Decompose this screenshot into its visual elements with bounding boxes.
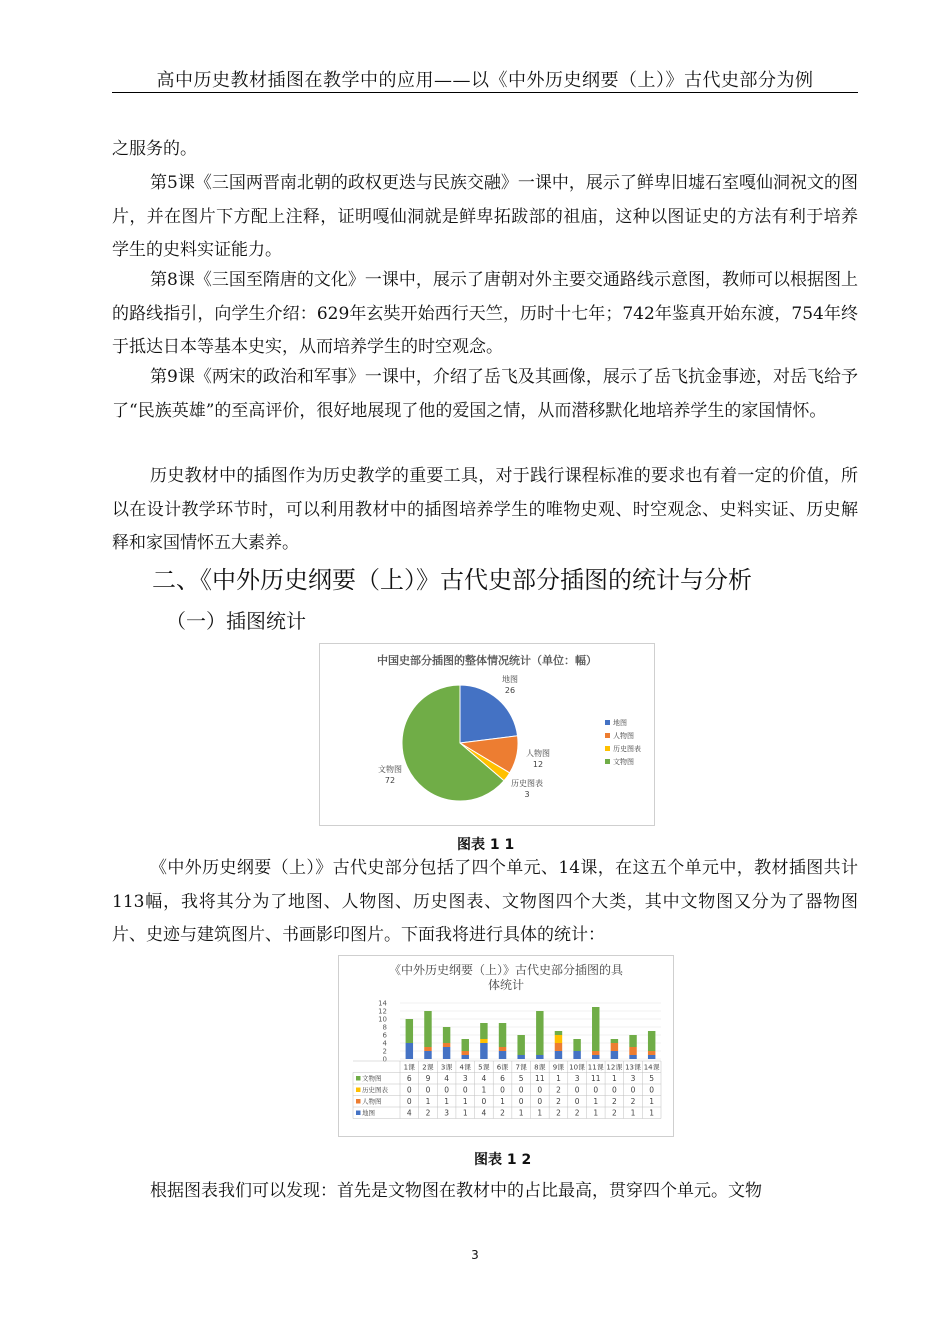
table-cell: 1	[425, 1097, 431, 1106]
bar-segment	[536, 1055, 543, 1059]
bar-segment	[480, 1043, 487, 1059]
bar-segment	[499, 1047, 506, 1051]
table-cell: 1	[462, 1097, 468, 1106]
table-cell: 0	[574, 1097, 580, 1106]
table-cell: 0	[406, 1085, 412, 1095]
bar-segment	[573, 1039, 580, 1051]
bar-segment	[555, 1031, 562, 1035]
table-cell: 3	[444, 1108, 449, 1118]
table-cell: 6	[500, 1074, 505, 1083]
bar-chart-title-line-1: 《中外历史纲要（上）》古代史部分插图的具	[388, 963, 624, 977]
table-cell: 2	[612, 1108, 617, 1118]
table-cell: 0	[462, 1085, 468, 1095]
bar-segment	[573, 1051, 580, 1059]
pie-legend-label: 历史图表	[613, 745, 641, 753]
table-legend-swatch	[356, 1088, 361, 1093]
bar-segment	[424, 1047, 431, 1051]
table-cell: 1	[593, 1108, 599, 1118]
table-cell: 0	[518, 1097, 524, 1106]
table-series-label: 历史图表	[362, 1086, 388, 1094]
table-cell: 1	[649, 1097, 655, 1106]
bar-segment	[406, 1019, 413, 1043]
bar-segment	[499, 1051, 506, 1059]
table-cell: 6	[406, 1074, 412, 1083]
table-cell: 1	[649, 1108, 655, 1118]
paragraph-4: 历史教材中的插图作为历史教学的重要工具，对于践行课程标准的要求也有着一定的价值，所以在设计教学环节时，可以利用教材中的插图培养学生的唯物史观、时空观念、史料实证、历史解释和家国情怀五大素养。	[112, 466, 858, 554]
bar-segment	[443, 1043, 450, 1047]
bar-segment	[555, 1035, 562, 1043]
pie-chart-frame	[319, 643, 655, 826]
bar-segment	[443, 1047, 450, 1059]
table-cell: 1	[612, 1074, 617, 1083]
pie-slice-value: 72	[384, 776, 396, 785]
bar-y-tick: 14	[378, 999, 387, 1008]
bar-x-tick: 12课	[606, 1063, 623, 1072]
bar-segment	[629, 1055, 636, 1059]
bar-segment	[499, 1023, 506, 1047]
bar-segment	[424, 1011, 431, 1047]
bar-y-tick: 6	[382, 1031, 387, 1040]
table-cell: 0	[444, 1085, 449, 1095]
bar-x-tick: 7课	[515, 1063, 527, 1072]
pie-slice-value: 12	[532, 760, 544, 769]
table-cell: 2	[630, 1097, 636, 1106]
table-cell: 2	[574, 1108, 580, 1118]
bar-segment	[555, 1051, 562, 1059]
bar-segment	[648, 1051, 655, 1055]
pie-legend-label: 文物图	[613, 758, 634, 766]
bar-x-tick: 2课	[422, 1063, 434, 1072]
bar-y-tick: 8	[382, 1023, 387, 1032]
pie-legend-label: 人物图	[613, 732, 634, 740]
table-cell: 1	[500, 1097, 505, 1106]
pie-legend-swatch	[605, 746, 610, 751]
bar-segment	[443, 1027, 450, 1043]
bar-segment	[424, 1051, 431, 1059]
table-cell: 0	[425, 1085, 431, 1095]
paragraph-after-figure-2: 根据图表我们可以发现：首先是文物图在教材中的占比最高，贯穿四个单元。文物	[150, 1181, 762, 1201]
table-cell: 1	[444, 1097, 449, 1106]
running-header: 高中历史教材插图在教学中的应用——以《中外历史纲要（上）》古代史部分为例	[156, 70, 814, 91]
bar-x-tick: 5课	[478, 1063, 490, 1072]
table-cell: 11	[590, 1074, 601, 1083]
bar-chart-title-line-2: 体统计	[487, 978, 525, 992]
table-cell: 2	[556, 1097, 561, 1106]
table-series-label: 人物图	[362, 1097, 382, 1106]
table-cell: 0	[612, 1085, 617, 1095]
table-cell: 4	[444, 1074, 449, 1083]
bar-x-tick: 9课	[552, 1063, 565, 1072]
table-cell: 9	[425, 1074, 431, 1083]
bar-segment	[462, 1055, 469, 1059]
pie-slice-value: 3	[524, 790, 530, 799]
bar-x-tick: 4课	[459, 1063, 471, 1072]
table-cell: 1	[462, 1108, 468, 1118]
table-cell: 1	[630, 1108, 636, 1118]
figure-1-caption: 图表 1 1	[457, 837, 515, 853]
pie-legend-swatch	[605, 759, 610, 764]
paragraph-after-figure-1: 《中外历史纲要（上）》古代史部分包括了四个单元、14课，在这五个单元中，教材插图共计113幅，我将其分为了地图、人物图、历史图表、文物图四个大类，其中文物图又分为了器物图片、史迹与建筑图片、书画影印图片。下面我将进行具体的统计：	[112, 858, 858, 946]
bar-segment	[517, 1055, 524, 1059]
table-legend-swatch	[356, 1111, 361, 1116]
bar-y-tick: 12	[378, 1007, 387, 1016]
table-series-label: 文物图	[362, 1074, 382, 1083]
table-cell: 0	[518, 1085, 524, 1095]
pie-chart-title: 中国史部分插图的整体情况统计（单位：幅）	[377, 654, 597, 667]
table-cell: 0	[574, 1085, 580, 1095]
bar-segment	[462, 1039, 469, 1051]
table-cell: 4	[481, 1074, 487, 1083]
table-cell: 5	[649, 1074, 655, 1083]
subsection-heading: （一）插图统计	[166, 609, 306, 633]
table-cell: 1	[556, 1074, 561, 1083]
table-cell: 2	[612, 1097, 617, 1106]
pie-slice-label: 地图	[502, 675, 518, 684]
bar-chart-frame	[338, 955, 674, 1137]
table-series-label: 地图	[362, 1109, 375, 1117]
pie-slice-label: 文物图	[378, 765, 402, 774]
table-cell: 11	[535, 1074, 545, 1083]
table-cell: 0	[537, 1085, 543, 1095]
table-cell: 2	[500, 1108, 505, 1118]
pie-legend-swatch	[605, 733, 610, 738]
table-legend-swatch	[356, 1099, 361, 1104]
paragraph-2: 第8课《三国至隋唐的文化》一课中，展示了唐朝对外主要交通路线示意图，教师可以根据图上的路线指引，向学生介绍：629年玄奘开始西行天竺，历时十七年；742年鉴真开始东渡，754年终于抵达日本等基本史实，从而培养学生的时空观念。	[112, 270, 858, 358]
table-cell: 2	[425, 1108, 431, 1118]
table-cell: 1	[537, 1108, 543, 1118]
table-cell: 1	[593, 1097, 599, 1106]
table-cell: 5	[518, 1074, 524, 1083]
table-cell: 2	[556, 1085, 561, 1095]
bar-y-tick: 10	[378, 1015, 387, 1024]
pie-slice-value: 26	[504, 686, 516, 695]
paragraph-1: 第5课《三国两晋南北朝的政权更迭与民族交融》一课中，展示了鲜卑旧墟石室嘎仙洞祝文的图片，并在图片下方配上注释，证明嘎仙洞就是鲜卑拓跋部的祖庙，这种以图证史的方法有利于培养学生的史料实证能力。	[112, 173, 858, 261]
pie-chart	[320, 644, 654, 825]
bar-x-tick: 1课	[403, 1063, 416, 1072]
bar-segment	[592, 1051, 599, 1055]
bar-segment	[406, 1043, 413, 1059]
header-rule	[112, 92, 858, 93]
bar-y-tick: 0	[382, 1055, 387, 1064]
bar-segment	[648, 1031, 655, 1051]
table-cell: 4	[406, 1108, 412, 1118]
bar-segment	[480, 1023, 487, 1039]
bar-segment	[629, 1047, 636, 1055]
bar-y-tick: 2	[382, 1047, 387, 1056]
figure-2-caption: 图表 1 2	[474, 1152, 532, 1168]
table-cell: 0	[537, 1097, 543, 1106]
bar-segment	[629, 1035, 636, 1047]
table-cell: 0	[406, 1097, 412, 1106]
bar-segment	[611, 1043, 618, 1051]
bar-x-tick: 6课	[496, 1063, 509, 1072]
bar-segment	[480, 1039, 487, 1043]
bar-segment	[536, 1011, 543, 1055]
table-cell: 0	[593, 1085, 599, 1095]
bar-segment	[592, 1055, 599, 1059]
bar-segment	[592, 1007, 599, 1051]
table-cell: 1	[518, 1108, 524, 1118]
bar-segment	[611, 1039, 618, 1043]
table-cell: 0	[481, 1097, 487, 1106]
section-heading: 二、《中外历史纲要（上）》古代史部分插图的统计与分析	[152, 566, 752, 594]
stacked-bar-chart	[339, 956, 673, 1136]
bar-x-tick: 8课	[534, 1063, 546, 1072]
bar-x-tick: 11课	[587, 1063, 604, 1072]
bar-segment	[555, 1043, 562, 1051]
table-cell: 3	[630, 1074, 636, 1083]
bar-segment	[611, 1051, 618, 1059]
pie-slice-label: 人物图	[526, 749, 550, 758]
bar-x-tick: 13课	[625, 1063, 641, 1072]
bar-segment	[462, 1051, 469, 1055]
table-cell: 4	[481, 1108, 487, 1118]
table-cell: 0	[500, 1085, 505, 1095]
bar-segment	[648, 1055, 655, 1059]
table-cell: 0	[649, 1085, 655, 1095]
pie-slice-label: 历史图表	[511, 779, 543, 788]
bar-x-tick: 3课	[440, 1063, 453, 1072]
pie-legend-swatch	[605, 720, 610, 725]
table-cell: 2	[556, 1108, 561, 1118]
pie-legend-label: 地图	[613, 719, 627, 727]
bar-y-tick: 4	[382, 1039, 387, 1048]
table-cell: 1	[481, 1085, 487, 1095]
bar-x-tick: 10课	[569, 1063, 586, 1072]
paragraph-3: 第9课《两宋的政治和军事》一课中，介绍了岳飞及其画像，展示了岳飞抗金事迹，对岳飞给予了“民族英雄”的至高评价，很好地展现了他的爱国之情，从而潜移默化地培养学生的家国情怀。	[112, 367, 858, 421]
paragraph-0: 之服务的。	[112, 139, 197, 159]
table-cell: 3	[462, 1074, 468, 1083]
page-number: 3	[471, 1248, 479, 1262]
table-legend-swatch	[356, 1076, 361, 1081]
bar-segment	[517, 1035, 524, 1055]
table-cell: 0	[630, 1085, 636, 1095]
bar-x-tick: 14课	[643, 1063, 660, 1072]
table-cell: 3	[574, 1074, 580, 1083]
